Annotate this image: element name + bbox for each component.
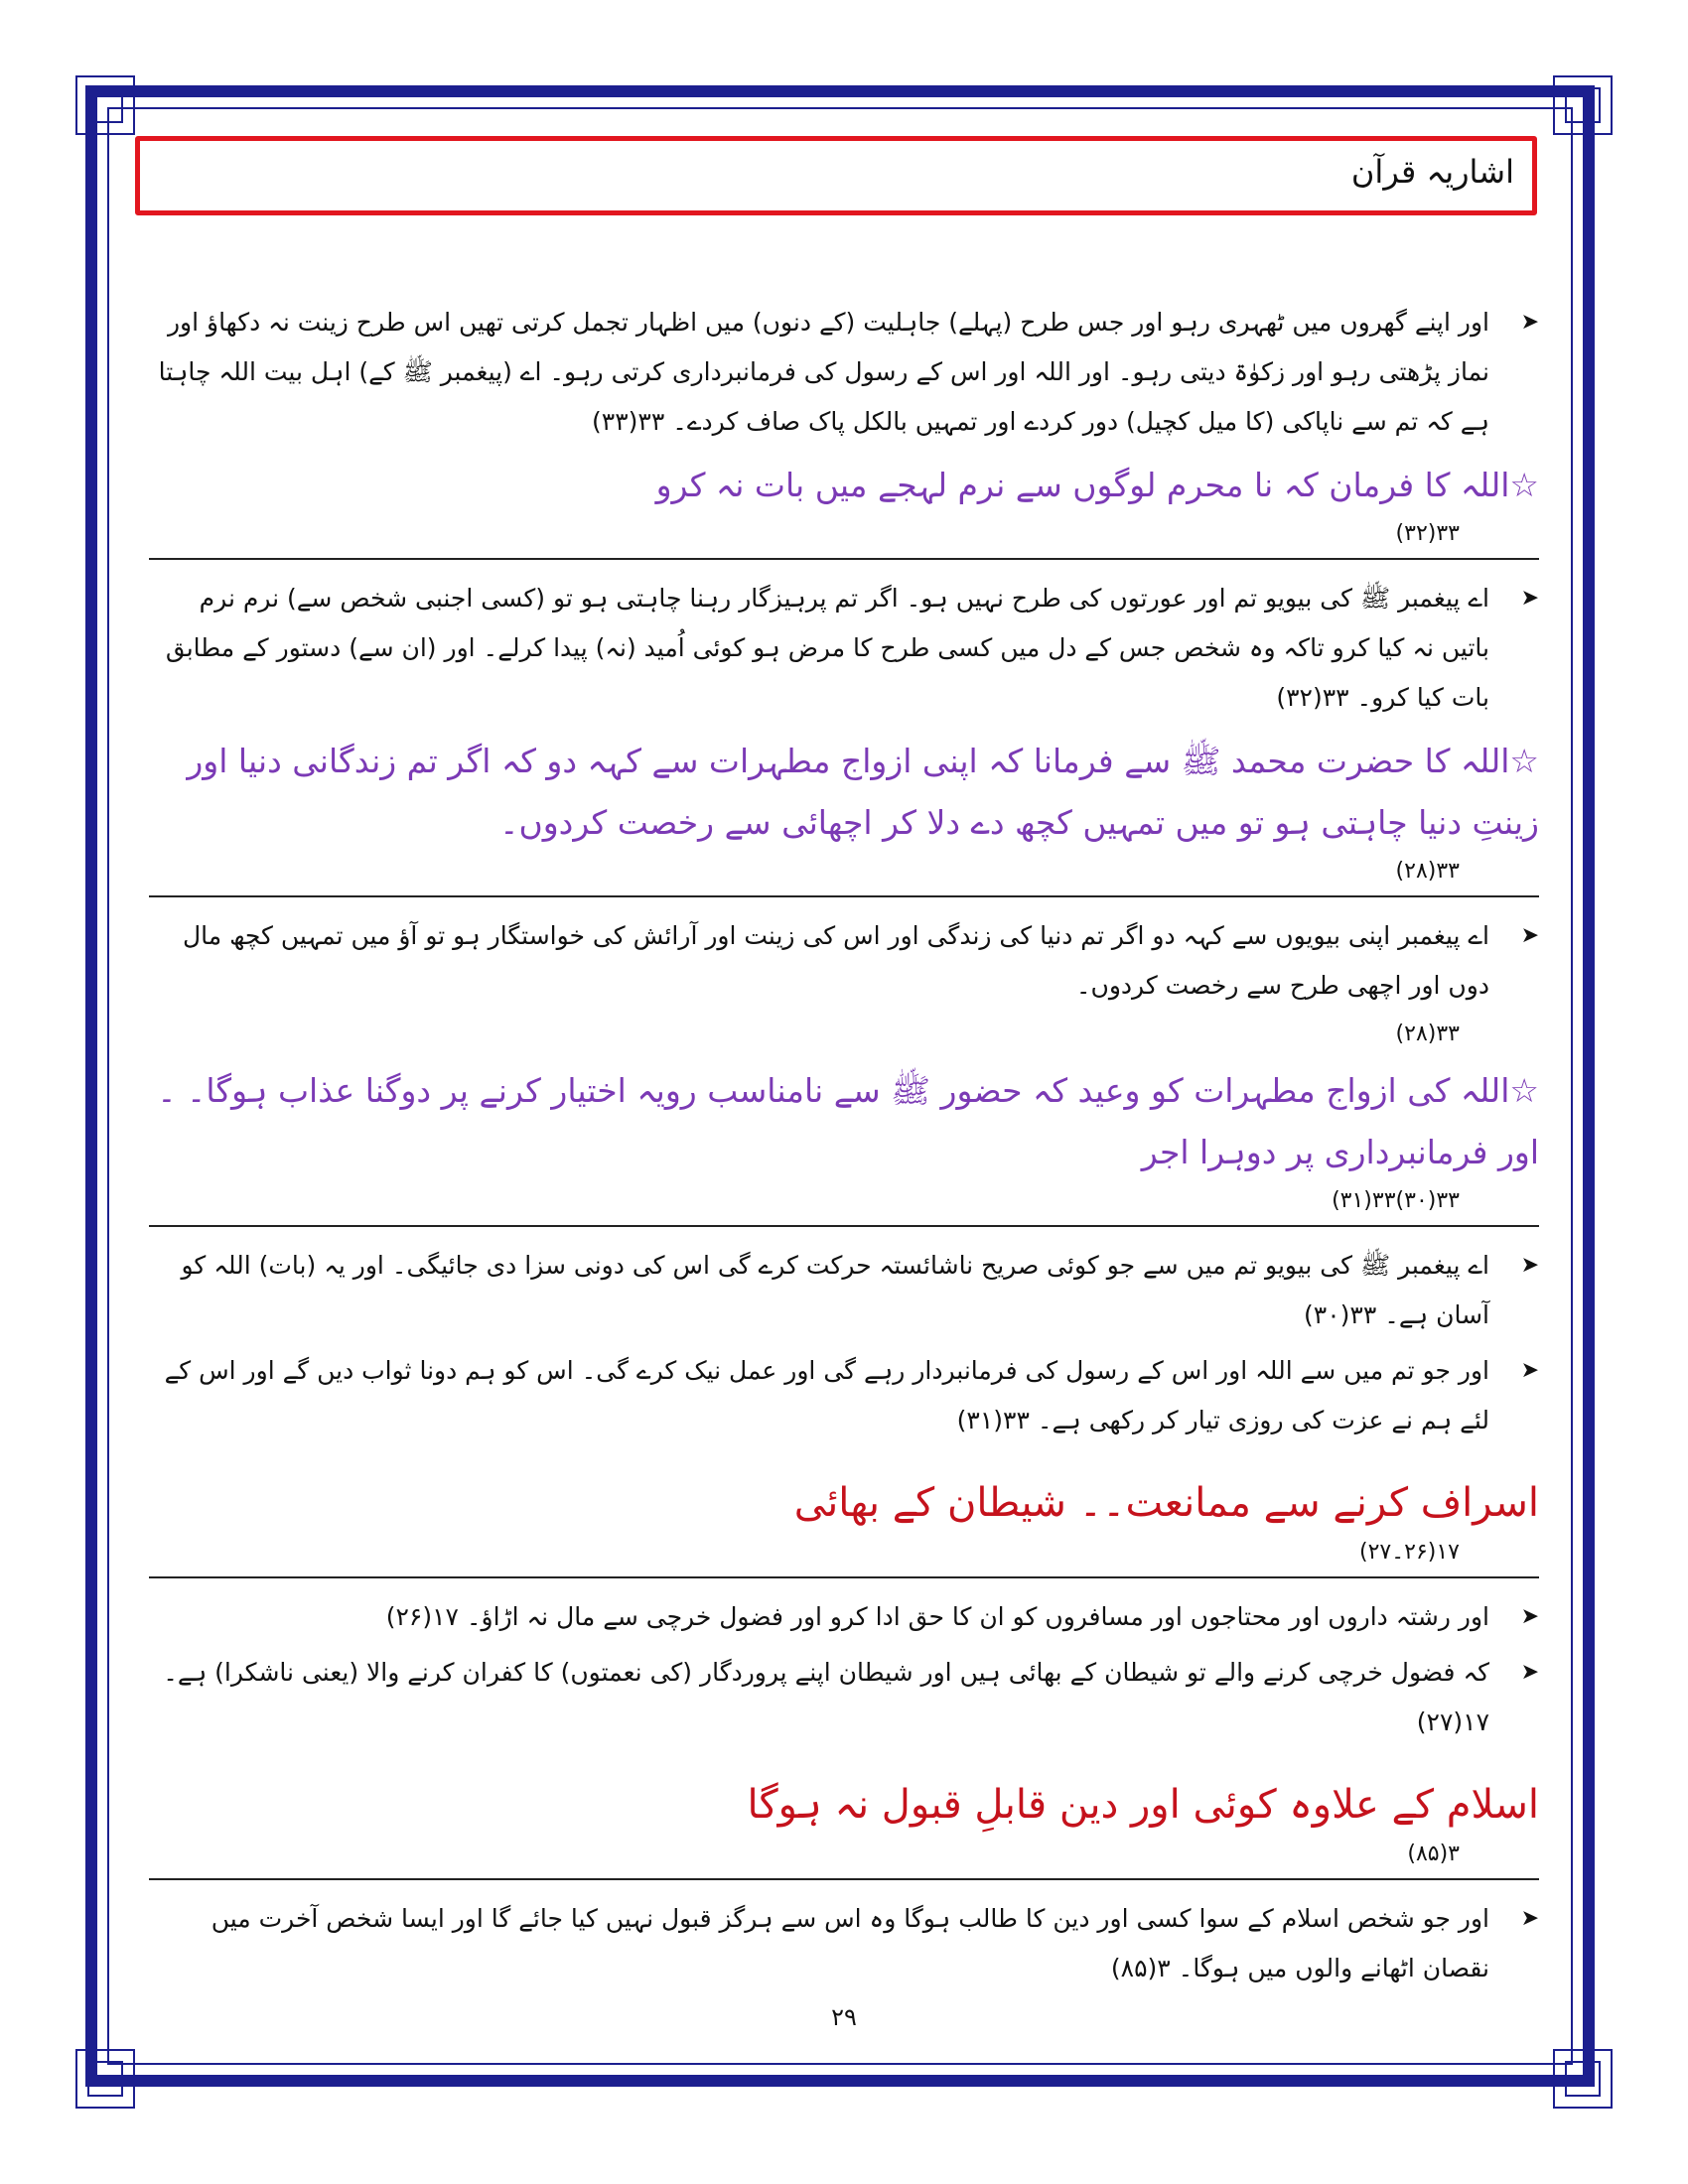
list-item bbox=[149, 1346, 1539, 1445]
list-item bbox=[149, 1648, 1539, 1747]
divider bbox=[149, 1576, 1539, 1578]
arrowhead-icon: ➤ bbox=[1520, 310, 1539, 335]
list-item bbox=[149, 574, 1539, 723]
list-item bbox=[149, 298, 1539, 447]
header-box bbox=[135, 136, 1537, 215]
section-heading: اسلام کے علاوہ کوئی اور دین قابلِ قبول نہ ہوگا bbox=[747, 1782, 1539, 1828]
bullet-text: اے پیغمبر ﷺ کی بیویو تم اور عورتوں کی طرح نہیں ہو۔ اگر تم پرہیزگار رہنا چاہتی ہو تو (کسی اجنبی شخص سے) نرم نرم باتیں نہ کیا کرو تاکہ وہ شخص جس کے دل میں کسی طرح کا مرض ہو کوئی اُمید (نہ) پیدا کرلے۔ اور (ان سے) دستور کے مطابق بات کیا کرو۔ ۳۳(۳۲) bbox=[165, 584, 1489, 712]
verse-reference: ۳۳(۳۰)۳۳(۳۱) bbox=[1332, 1188, 1460, 1213]
frame-corner-ornament bbox=[75, 2049, 135, 2109]
arrowhead-icon: ➤ bbox=[1520, 1253, 1539, 1278]
divider bbox=[149, 1878, 1539, 1880]
divider bbox=[149, 558, 1539, 560]
list-item bbox=[149, 1241, 1539, 1340]
divider bbox=[149, 895, 1539, 897]
arrowhead-icon: ➤ bbox=[1520, 1906, 1539, 1931]
arrowhead-icon: ➤ bbox=[1520, 1660, 1539, 1685]
list-item bbox=[149, 911, 1539, 1011]
page-content bbox=[149, 298, 1539, 1999]
bullet-text: اور جو شخص اسلام کے سوا کسی اور دین کا طالب ہوگا وہ اس سے ہرگز قبول نہیں کیا جائے گا اور ایسا شخص آخرت میں نقصان اٹھانے والوں میں ہوگا۔ ۳(۸۵) bbox=[211, 1904, 1489, 1982]
arrowhead-icon: ➤ bbox=[1520, 1604, 1539, 1629]
bullet-text: اور اپنے گھروں میں ٹھہری رہو اور جس طرح (پہلے) جاہلیت (کے دنوں) میں اظہار تجمل کرتی تھیں اس طرح زینت نہ دکھاؤ اور نماز پڑھتی رہو اور زکوٰۃ دیتی رہو۔ اور اللہ اور اس کے رسول کی فرمانبرداری کرتی رہو۔ اے (پیغمبر ﷺ کے) اہل بیت اللہ چاہتا ہے کہ تم سے ناپاکی (کا میل کچیل) دور کردے اور تمہیں بالکل پاک صاف کردے۔ ۳۳(۳۳) bbox=[158, 308, 1489, 436]
list-item bbox=[149, 1894, 1539, 1993]
verse-reference: ۳۳(۳۲) bbox=[1395, 521, 1460, 546]
verse-reference: ۳۳(۲۸) bbox=[1395, 1022, 1460, 1046]
frame-corner-ornament bbox=[1553, 75, 1613, 135]
section-heading: اسراف کرنے سے ممانعت۔۔ شیطان کے بھائی bbox=[793, 1480, 1539, 1526]
verse-reference: ۱۷(۲۶۔۲۷) bbox=[1359, 1540, 1460, 1565]
section-heading: ☆اللہ کا فرمان کہ نا محرم لوگوں سے نرم لہجے میں بات نہ کرو bbox=[655, 466, 1539, 504]
arrowhead-icon: ➤ bbox=[1520, 586, 1539, 611]
divider bbox=[149, 1225, 1539, 1227]
bullet-text: اور رشتہ داروں اور محتاجوں اور مسافروں کو ان کا حق ادا کرو اور فضول خرچی سے مال نہ اڑاؤ۔ ۱۷(۲۶) bbox=[385, 1602, 1489, 1631]
page-number: ۲۹ bbox=[831, 2003, 857, 2031]
arrowhead-icon: ➤ bbox=[1520, 923, 1539, 948]
frame-corner-ornament bbox=[1553, 2049, 1613, 2109]
section-heading: ☆اللہ کی ازواج مطہرات کو وعید کہ حضور ﷺ سے نامناسب رویہ اختیار کرنے پر دوگنا عذاب ہوگا۔ ۔ اور فرمانبرداری پر دوہرا اجر bbox=[157, 1071, 1539, 1171]
section-heading: ☆اللہ کا حضرت محمد ﷺ سے فرمانا کہ اپنی ازواج مطہرات سے کہہ دو کہ اگر تم زندگانی دنیا اور زینتِ دنیا چاہتی ہو تو میں تمہیں کچھ دے دلا کر اچھائی سے رخصت کردوں۔ bbox=[187, 742, 1539, 842]
bullet-text: اور جو تم میں سے اللہ اور اس کے رسول کی فرمانبردار رہے گی اور عمل نیک کرے گی۔ اس کو ہم دونا ثواب دیں گے اور اس کے لئے ہم نے عزت کی روزی تیار کر رکھی ہے۔ ۳۳(۳۱) bbox=[164, 1356, 1489, 1434]
header-title: اشاریہ قرآن bbox=[1350, 153, 1514, 191]
list-item bbox=[149, 1592, 1539, 1642]
frame-corner-ornament bbox=[75, 75, 135, 135]
bullet-text: اے پیغمبر اپنی بیویوں سے کہہ دو اگر تم دنیا کی زندگی اور اس کی زینت اور آرائش کی خواستگار ہو تو آؤ میں تمہیں کچھ مال دوں اور اچھی طرح سے رخصت کردوں۔ bbox=[182, 921, 1489, 1000]
verse-reference: ۳(۸۵) bbox=[1407, 1842, 1460, 1866]
verse-reference: ۳۳(۲۸) bbox=[1395, 859, 1460, 884]
bullet-text: اے پیغمبر ﷺ کی بیویو تم میں سے جو کوئی صریح ناشائستہ حرکت کرے گی اس کی دونی سزا دی جائیگی۔ اور یہ (بات) اللہ کو آسان ہے۔ ۳۳(۳۰) bbox=[181, 1251, 1489, 1329]
bullet-text: کہ فضول خرچی کرنے والے تو شیطان کے بھائی ہیں اور شیطان اپنے پروردگار (کی نعمتوں) کا کفران کرنے والا (یعنی ناشکرا) ہے۔ ۱۷(۲۷) bbox=[163, 1658, 1489, 1736]
arrowhead-icon: ➤ bbox=[1520, 1358, 1539, 1383]
